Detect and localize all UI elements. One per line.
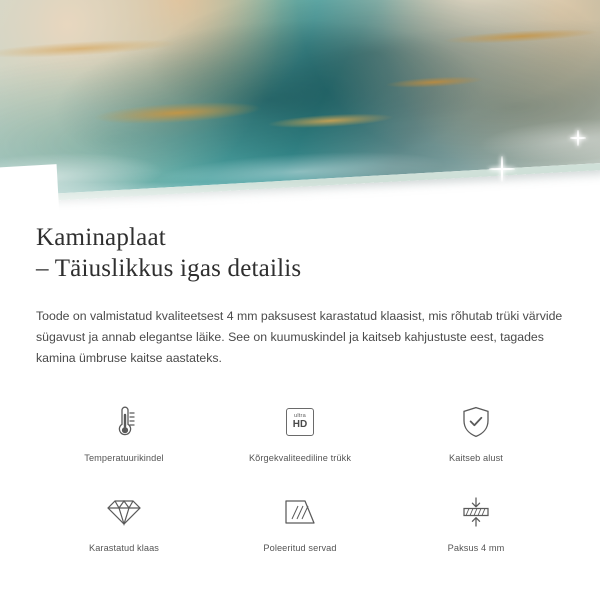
thickness-icon [453,489,499,535]
thermometer-icon [101,399,147,445]
feature-item-thickness [388,489,564,553]
feature-item-polished-edges [212,489,388,553]
hero-bottom-fade [0,182,600,222]
headline-line-2: – Täiuslikkus igas detailis [36,255,302,282]
headline-line-1: Kaminaplaat [36,224,166,251]
feature-item-print-quality [212,399,388,463]
feature-label: Kõrgekvaliteediline trükk [248,453,352,463]
polished-edges-icon [277,489,323,535]
feature-label: Karastatud klaas [88,543,160,553]
content-area [0,222,600,553]
feature-item-temperature [36,399,212,463]
ultra-hd-icon [277,399,323,445]
diamond-icon [101,489,147,535]
ultra-hd-top-label: ultra [294,412,306,419]
feature-grid [36,399,564,553]
feature-label: Kaitseb alust [449,453,503,463]
ultra-hd-bottom-label: HD [292,419,308,431]
feature-item-surface-protection [388,399,564,463]
feature-label: Poleeritud servad [263,543,337,553]
feature-item-tempered-glass [36,489,212,553]
feature-label: Paksus 4 mm [447,543,505,553]
page-title [36,222,564,284]
artwork-highlight-sheen [0,0,600,197]
shield-check-icon [453,399,499,445]
glass-panel-artwork [0,0,600,204]
description-paragraph: Toode on valmistatud kvaliteetsest 4 mm paksusest karastatud klaasist, mis rõhutab trüki värvide sügavust ja annab elegantse läike. See on kuumuskindel ja kaitseb kahjustuste eest, tagades kamina ümbruse kaitse aastateks. [36,309,563,365]
feature-label: Temperatuurikindel [84,453,164,463]
hero-image [0,0,600,222]
